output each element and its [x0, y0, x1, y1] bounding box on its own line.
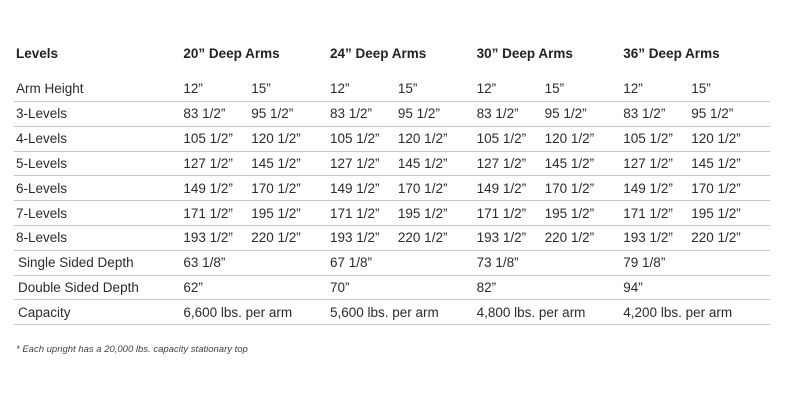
table-cell: 193 1/2” [183, 230, 233, 246]
table-cell: 127 1/2” [623, 155, 673, 171]
table-cell: 15” [691, 81, 711, 96]
table-cell: 120 1/2” [397, 131, 448, 147]
table-cell: 70” [329, 279, 350, 295]
header-group: 20” Deep Arms [183, 46, 280, 61]
table-cell: 127 1/2” [329, 155, 380, 171]
table-cell: 120 1/2” [691, 131, 741, 147]
table-cell: 195 1/2” [397, 205, 448, 221]
table-cell: 15” [251, 81, 271, 96]
table-cell: 127 1/2” [476, 155, 527, 171]
footnote: * Each upright has a 20,000 lbs. capacity stationary top [16, 344, 248, 355]
table-cell: 67 1/8” [329, 255, 372, 271]
table-cell: 193 1/2” [623, 230, 673, 246]
table-cell: 4,200 lbs. per arm [623, 304, 733, 320]
spec-table [14, 46, 770, 325]
table-cell: 171 1/2” [623, 205, 673, 221]
table-cell: 4,800 lbs. per arm [476, 304, 586, 320]
table-cell: 79 1/8” [623, 255, 666, 271]
header-group: 36” Deep Arms [623, 46, 720, 61]
table-cell: 95 1/2” [691, 106, 734, 122]
header-group: 24” Deep Arms [329, 46, 427, 61]
table-cell: 193 1/2” [476, 230, 527, 246]
table-cell: 12” [329, 81, 350, 96]
row-label: 5-Levels [16, 155, 68, 171]
table-cell: 83 1/2” [329, 106, 372, 122]
table-row [14, 176, 770, 201]
table-row [14, 250, 770, 275]
table-row [14, 126, 770, 151]
table-cell: 73 1/8” [476, 255, 519, 271]
row-label: Double Sided Depth [18, 279, 139, 295]
table-cell: 12” [183, 81, 203, 96]
table-cell: 105 1/2” [476, 131, 527, 147]
table-cell: 170 1/2” [397, 180, 448, 196]
table-cell: 145 1/2” [397, 155, 448, 171]
table-cell: 149 1/2” [329, 180, 380, 196]
row-label: 7-Levels [16, 205, 68, 221]
table-cell: 95 1/2” [397, 106, 440, 122]
table-row [14, 201, 770, 226]
table-cell: 83 1/2” [623, 106, 666, 122]
table-cell: 63 1/8” [183, 255, 226, 271]
table-cell: 195 1/2” [691, 205, 741, 221]
table-cell: 105 1/2” [183, 131, 233, 147]
table-cell: 145 1/2” [544, 155, 595, 171]
table-cell: 195 1/2” [544, 205, 595, 221]
table-cell: 149 1/2” [476, 180, 527, 196]
table-row [14, 300, 770, 325]
header-group: 30” Deep Arms [476, 46, 573, 61]
table-cell: 149 1/2” [623, 180, 673, 196]
row-label: Capacity [18, 304, 71, 320]
table-cell: 12” [623, 81, 643, 96]
table-cell: 170 1/2” [251, 180, 301, 196]
table-cell: 82” [476, 279, 497, 295]
table-cell: 83 1/2” [183, 106, 226, 122]
header-levels: Levels [16, 46, 59, 61]
row-label: 6-Levels [16, 180, 68, 196]
table-cell: 220 1/2” [251, 230, 301, 246]
table-cell: 171 1/2” [329, 205, 380, 221]
table-cell: 193 1/2” [329, 230, 380, 246]
table-cell: 120 1/2” [251, 131, 301, 147]
table-cell: 15” [544, 81, 565, 96]
row-label: 4-Levels [16, 131, 68, 147]
table-cell: 170 1/2” [544, 180, 595, 196]
table-row [14, 275, 770, 300]
table-row [14, 151, 770, 176]
row-label: Single Sided Depth [18, 255, 134, 271]
table-cell: 220 1/2” [397, 230, 448, 246]
table-cell: 120 1/2” [544, 131, 595, 147]
arm-height-row [14, 76, 770, 102]
table-cell: 105 1/2” [623, 131, 673, 147]
table-cell: 220 1/2” [544, 230, 595, 246]
table-cell: 105 1/2” [329, 131, 380, 147]
table-cell: 195 1/2” [251, 205, 301, 221]
table-row [14, 225, 770, 250]
table-cell: 220 1/2” [691, 230, 741, 246]
table-cell: 5,600 lbs. per arm [329, 304, 439, 320]
table-cell: 145 1/2” [251, 155, 301, 171]
table-row [14, 102, 770, 127]
table-cell: 6,600 lbs. per arm [183, 304, 293, 320]
table-cell: 170 1/2” [691, 180, 741, 196]
header-row [14, 46, 770, 76]
row-label: 8-Levels [16, 230, 68, 246]
table-cell: 94” [623, 279, 643, 295]
table-cell: 62” [183, 279, 203, 295]
row-label: 3-Levels [16, 106, 68, 122]
table-cell: 95 1/2” [544, 106, 587, 122]
table-cell: 83 1/2” [476, 106, 519, 122]
table-cell: 171 1/2” [476, 205, 527, 221]
table-cell: 171 1/2” [183, 205, 233, 221]
table-cell: 127 1/2” [183, 155, 233, 171]
table-cell: 95 1/2” [251, 106, 294, 122]
table-cell: 149 1/2” [183, 180, 233, 196]
table-cell: 145 1/2” [691, 155, 741, 171]
row-label: Arm Height [16, 81, 84, 96]
table-cell: 15” [397, 81, 418, 96]
table-cell: 12” [476, 81, 497, 96]
